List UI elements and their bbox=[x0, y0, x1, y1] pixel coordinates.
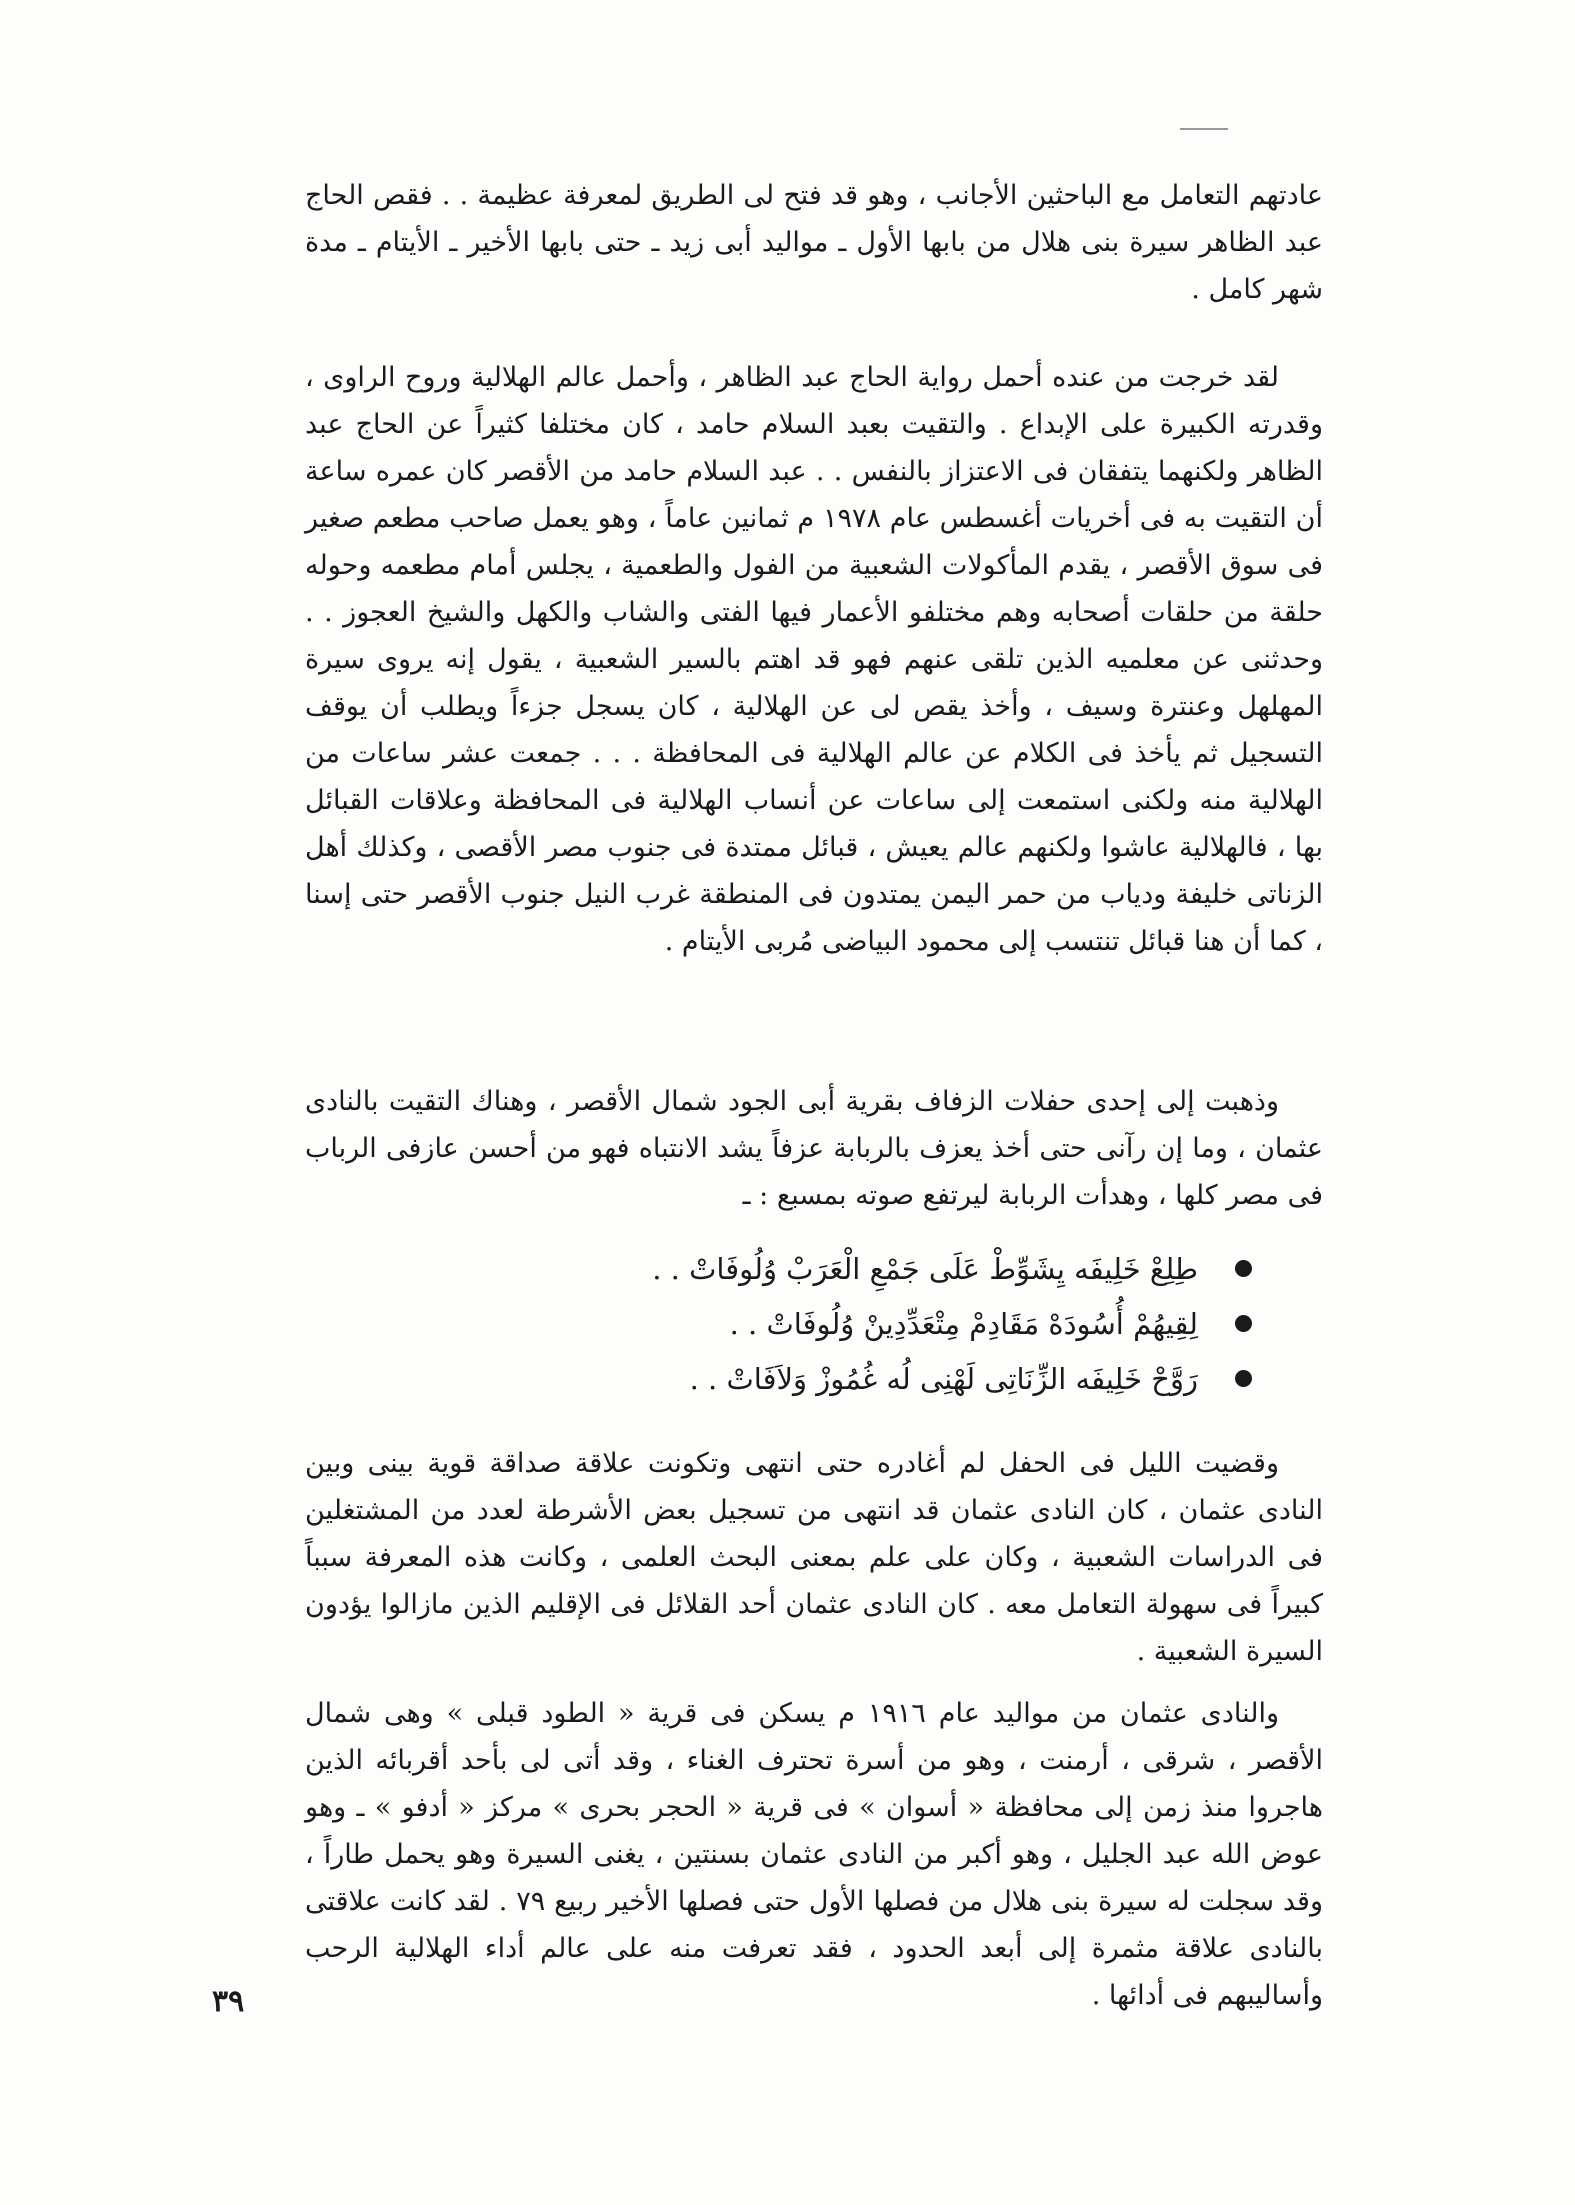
poem-line bbox=[652, 1242, 1260, 1297]
paragraph-5-text: والنادى عثمان من مواليد عام ١٩١٦ م يسكن فى قرية « الطود قبلى » وهى شمال الأقصر ، شرقى ، أرمنت ، وهو من أسرة تحترف الغناء ، وقد أتى لى بأحد أقربائه الذين هاجروا منذ زمن إلى محافظة « أسوان » فى قرية « الحجر بحرى » مركز « أدفو » ـ وهو عوض الله عبد الجليل ، وهو أكبر من النادى عثمان بسنتين ، يغنى السيرة وهو يحمل طاراً ، وقد سجلت له سيرة بنى هلال من فصلها الأول حتى فصلها الأخير ربيع ٧٩ . لقد كانت علاقتى بالنادى علاقة مثمرة إلى أبعد الحدود ، فقد تعرفت منه على عالم أداء الهلالية الرحب وأساليبهم فى أدائها . bbox=[305, 1698, 1324, 2011]
paragraph-4-text: وقضيت الليل فى الحفل لم أغادره حتى انتهى وتكونت علاقة صداقة قوية بينى وبين النادى عثمان ، كان النادى عثمان قد انتهى من تسجيل بعض الأشرطة لعدد من المشتغلين فى الدراسات الشعبية ، وكان على علم بمعنى البحث العلمى ، وكانت هذه المعرفة سبباً كبيراً فى سهولة التعامل معه . كان النادى عثمان أحد القلائل فى الإقليم الذين مازالوا يؤدون السيرة الشعبية . bbox=[305, 1448, 1323, 1667]
paragraph-1 bbox=[305, 172, 1323, 313]
page-number: ٣٩ bbox=[212, 1984, 245, 2019]
poem-line bbox=[700, 1297, 1260, 1352]
bullet-icon bbox=[1235, 1315, 1252, 1332]
scan-mark bbox=[1180, 128, 1228, 130]
poem-verses bbox=[652, 1242, 1260, 1407]
bullet-icon bbox=[1235, 1260, 1252, 1277]
paragraph-2-text: لقد خرجت من عنده أحمل رواية الحاج عبد الظاهر ، وأحمل عالم الهلالية وروح الراوى ، وقدرته الكبيرة على الإبداع . والتقيت بعبد السلام حامد ، كان مختلفا كثيراً عن الحاج عبد الظاهر ولكنهما يتفقان فى الاعتزاز بالنفس . . عبد السلام حامد من الأقصر كان عمره ساعة أن التقيت به فى أخريات أغسطس عام ١٩٧٨ م ثمانين عاماً ، وهو يعمل صاحب مطعم صغير فى سوق الأقصر ، يقدم المأكولات الشعبية من الفول والطعمية ، يجلس أمام مطعمه وحوله حلقة من حلقات أصحابه وهم مختلفو الأعمار فيها الفتى والشاب والكهل والشيخ العجوز . . وحدثنى عن معلميه الذين تلقى عنهم فهو قد اهتم بالسير الشعبية ، يقول إنه يروى سيرة المهلهل وعنترة وسيف ، وأخذ يقص لى عن الهلالية ، كان يسجل جزءاً ويطلب أن يوقف التسجيل ثم يأخذ فى الكلام عن عالم الهلالية فى المحافظة . . . جمعت عشر ساعات من الهلالية منه ولكنى استمعت إلى ساعات عن أنساب الهلالية فى المحافظة وعلاقات القبائل بها ، فالهلالية عاشوا ولكنهم عالم يعيش ، قبائل ممتدة فى جنوب مصر الأقصى ، وكذلك أهل الزناتى خليفة ودياب من حمر اليمن يمتدون فى المنطقة غرب النيل جنوب الأقصر حتى إسنا ، كما أن هنا قبائل تنتسب إلى محمود البياضى مُربى الأيتام . bbox=[305, 362, 1323, 957]
bullet-icon bbox=[1235, 1370, 1252, 1387]
paragraph-4 bbox=[305, 1440, 1323, 1675]
poem-line bbox=[689, 1352, 1260, 1407]
paragraph-3-text: وذهبت إلى إحدى حفلات الزفاف بقرية أبى الجود شمال الأقصر ، وهناك التقيت بالنادى عثمان ، وما إن رآنى حتى أخذ يعزف بالربابة عزفاً يشد الانتباه فهو من أحسن عازفى الرباب فى مصر كلها ، وهدأت الربابة ليرتفع صوته بمسبع : ـ bbox=[305, 1086, 1323, 1211]
poem-line-text: طِلِعْ خَلِيفَه يِشَوِّطْ عَلَى جَمْعِ الْعَرَبْ وُلُوفَاتْ . . bbox=[652, 1252, 1198, 1286]
paragraph-3 bbox=[305, 1078, 1323, 1219]
paragraph-5 bbox=[305, 1690, 1323, 2019]
paragraph-2 bbox=[305, 354, 1323, 965]
poem-line-text: رَوَّحْ خَلِيفَه الزِّنَاتِى لَهْنِى لُه غُمُوزْ وَلاَفَاتْ . . bbox=[689, 1362, 1198, 1396]
paragraph-1-text: عادتهم التعامل مع الباحثين الأجانب ، وهو قد فتح لى الطريق لمعرفة عظيمة . . فقص الحاج عبد الظاهر سيرة بنى هلال من بابها الأول ـ مواليد أبى زيد ـ حتى بابها الأخير ـ الأيتام ـ مدة شهر كامل . bbox=[305, 180, 1323, 305]
poem-line-text: لِقِيهُمْ أُسُودَهْ مَقَادِمْ مِتْعَدِّدِينْ وُلُوفَاتْ . . bbox=[729, 1307, 1198, 1341]
